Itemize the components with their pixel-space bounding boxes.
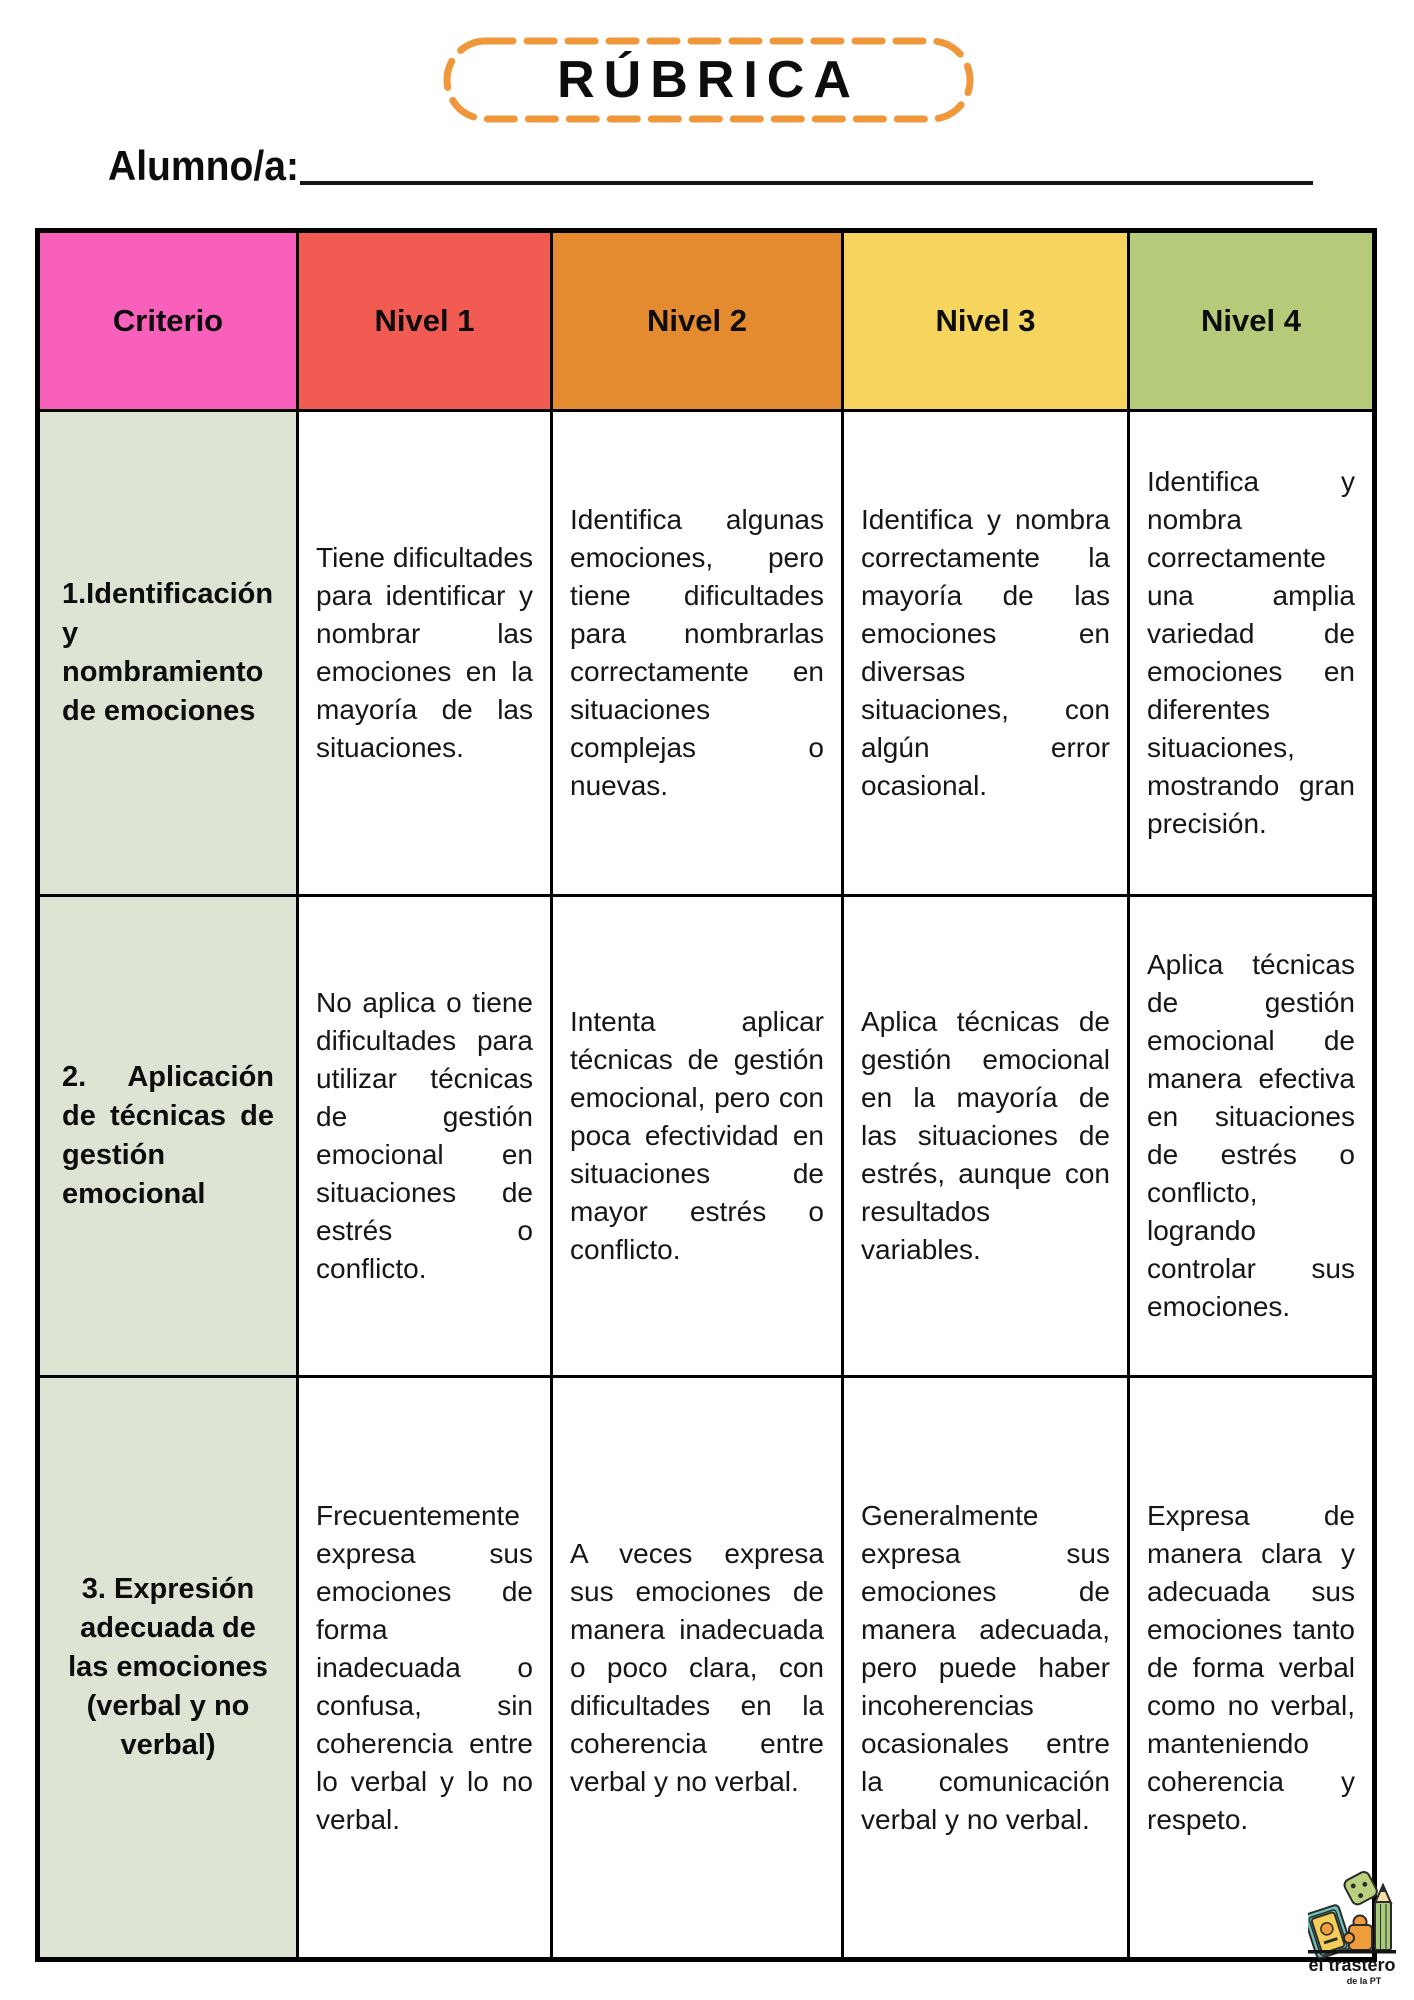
logo-shelf-line: [1308, 1950, 1396, 1954]
title-box: [442, 36, 975, 124]
level-text: Frecuentemente expresa sus emociones de forma inadecuada o confusa, sin coherencia entre lo verbal y lo no verbal.: [316, 1499, 533, 1835]
rubric-table: [35, 228, 1377, 1962]
level-text: Tiene dificultades para identificar y nombrar las emociones en la mayoría de las situaciones.: [316, 542, 533, 763]
level-text: Generalmente expresa sus emociones de manera adecuada, pero puede haber incoherencias ocasionales entre la comunicación verbal y no verbal.: [861, 1499, 1110, 1835]
level-text: No aplica o tiene dificultades para utilizar técnicas de gestión emocional en situaciones de estrés o conflicto.: [316, 987, 533, 1284]
header-cell-nivel-1: [299, 233, 550, 409]
level-cell-3-2: [553, 1378, 841, 1957]
level-text: Intenta aplicar técnicas de gestión emocional, pero con poca efectividad en situaciones de mayor estrés o conflicto.: [570, 1006, 824, 1265]
header-cell-criterio: [40, 233, 296, 409]
dice-icon: [1342, 1870, 1379, 1907]
student-name-label: Alumno/a:: [108, 142, 299, 189]
level-text: Identifica y nombra correctamente una amplia variedad de emociones en diferentes situaciones, mostrando gran precisión.: [1147, 466, 1355, 839]
level-cell-2-4: [1130, 897, 1372, 1375]
criterion-text: 1.Identificación y nombramiento de emociones: [62, 578, 274, 727]
level-text: Expresa de manera clara y adecuada sus emociones tanto de forma verbal como no verbal, manteniendo coherencia y respeto.: [1147, 1499, 1355, 1835]
level-cell-1-2: [553, 412, 841, 894]
criterion-cell-2: [40, 897, 296, 1375]
student-name-blank-line: [300, 181, 1313, 185]
level-cell-2-3: [844, 897, 1127, 1375]
logo-wordmark: el trastero: [1308, 1955, 1396, 1975]
header-cell-nivel-3: [844, 233, 1127, 409]
criterion-cell-3: [40, 1378, 296, 1957]
header-cell-nivel-2: [553, 233, 841, 409]
criterion-text: 2. Aplicación de técnicas de gestión emocional: [62, 1061, 274, 1210]
level-cell-1-4: [1130, 412, 1372, 894]
puzzle-icon: [1344, 1916, 1372, 1951]
level-cell-2-1: [299, 897, 550, 1375]
logo-subtitle: de la PT: [1346, 1976, 1382, 1986]
level-cell-2-2: [553, 897, 841, 1375]
level-text: Identifica algunas emociones, pero tiene dificultades para nombrarlas correctamente en situaciones complejas o nuevas.: [570, 504, 824, 801]
page-title: RÚBRICA: [557, 51, 860, 109]
header-label: Nivel 2: [647, 303, 747, 338]
pencil-icon: [1375, 1885, 1391, 1950]
level-text: Aplica técnicas de gestión emocional en la mayoría de las situaciones de estrés, aunque con resultados variables.: [861, 1006, 1110, 1265]
level-cell-3-1: [299, 1378, 550, 1957]
level-cell-1-3: [844, 412, 1127, 894]
header-label: Nivel 1: [374, 303, 475, 338]
header-label: Criterio: [112, 303, 224, 338]
criterion-text: 3. Expresión adecuada de las emociones (verbal y no verbal): [68, 1573, 268, 1761]
header-label: Nivel 3: [935, 303, 1036, 338]
level-text: Identifica y nombra correctamente la mayoría de las emociones en diversas situaciones, con algún error ocasional.: [861, 504, 1110, 801]
criterion-cell-1: [40, 412, 296, 894]
level-text: A veces expresa sus emociones de manera inadecuada o poco clara, con dificultades en la coherencia entre verbal y no verbal.: [570, 1537, 824, 1797]
header-label: Nivel 4: [1201, 303, 1301, 338]
level-text: Aplica técnicas de gestión emocional de manera efectiva en situaciones de estrés o conflicto, logrando controlar sus emociones.: [1147, 949, 1355, 1322]
level-cell-3-3: [844, 1378, 1127, 1957]
header-cell-nivel-4: [1130, 233, 1372, 409]
el-trastero-logo: [1308, 1856, 1400, 1990]
level-cell-1-1: [299, 412, 550, 894]
